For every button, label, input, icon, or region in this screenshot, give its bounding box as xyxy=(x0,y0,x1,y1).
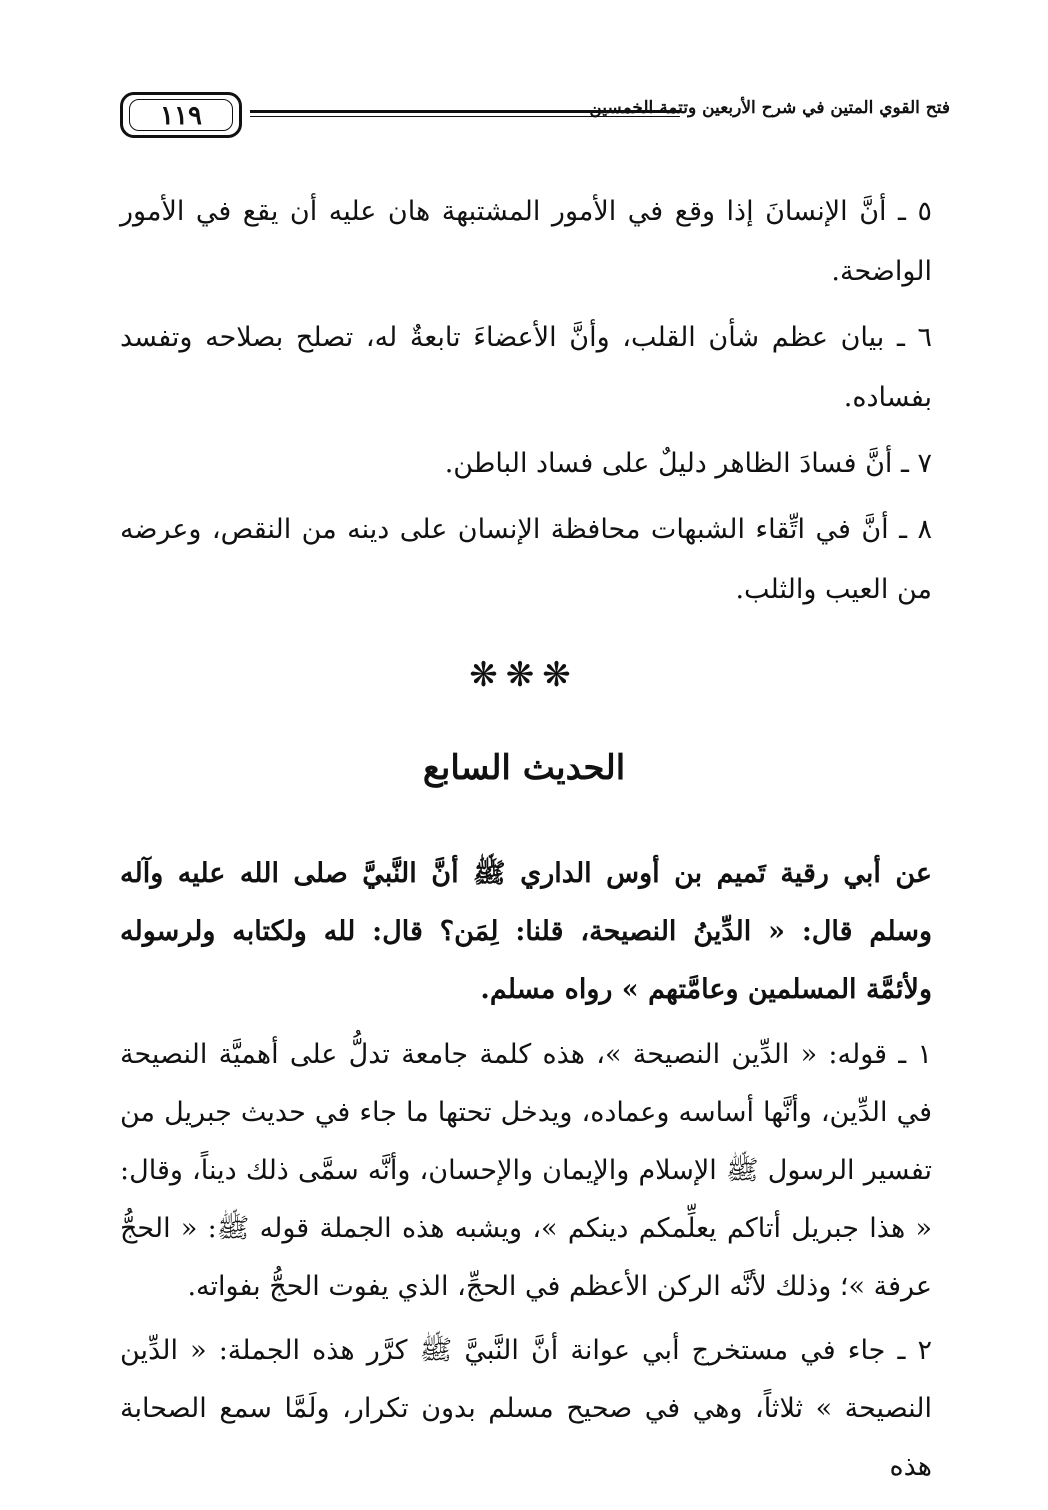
section-divider-ornament: ❋❋❋ xyxy=(469,655,579,695)
list-top xyxy=(120,182,932,620)
page-number: ١١٩ xyxy=(160,101,202,131)
section-title: الحديث السابع xyxy=(422,748,626,788)
page-number-badge xyxy=(120,92,242,138)
commentary xyxy=(120,1026,932,1496)
list-item-5: ٥ ـ أنَّ الإنسانَ إذا وقع في الأمور المشتبهة هان عليه أن يقع في الأمور الواضحة. xyxy=(120,196,932,287)
page-header xyxy=(120,92,950,152)
hadith-text xyxy=(120,845,932,1019)
list-item-6: ٦ ـ بيان عظم شأن القلب، وأنَّ الأعضاءَ تابعةٌ له، تصلح بصلاحه وتفسد بفساده. xyxy=(120,322,932,413)
commentary-item-1: ١ ـ قوله: « الدِّين النصيحة »، هذه كلمة جامعة تدلُّ على أهميَّة النصيحة في الدِّين، وأنَّها أساسه وعماده، ويدخل تحتها ما جاء في حديث جبريل من تفسير الرسول ﷺ الإسلام والإيمان والإحسان، وأنَّه سمَّى ذلك ديناً، وقال: « هذا جبريل أتاكم يعلِّمكم دينكم »، ويشبه هذه الجملة قوله ﷺ: « الحجُّ عرفة »؛ وذلك لأنَّه الركن الأعظم في الحجِّ، الذي يفوت الحجُّ بفواته. xyxy=(120,1039,932,1302)
list-item-7: ٧ ـ أنَّ فسادَ الظاهر دليلٌ على فساد الباطن. xyxy=(444,448,932,479)
list-item-8: ٨ ـ أنَّ في اتِّقاء الشبهات محافظة الإنسان على دينه من النقص، وعرضه من العيب والثلب. xyxy=(120,514,932,605)
commentary-item-2: ٢ ـ جاء في مستخرج أبي عوانة أنَّ النَّبيَّ ﷺ كرَّر هذه الجملة: « الدِّين النصيحة » ثلاثاً، وهي في صحيح مسلم بدون تكرار، ولَمَّا سمع الصحابة هذه xyxy=(120,1335,932,1482)
hadith-paragraph: عن أبي رقية تَميم بن أوس الداري ﷺ أنَّ النَّبيَّ صلى الله عليه وآله وسلم قال: « الدِّينُ النصيحة، قلنا: لِمَن؟ قال: لله ولكتابه ولرسوله ولأئمَّة المسلمين وعامَّتهم » رواه مسلم. xyxy=(120,858,932,1005)
running-title: فتح القوي المتين في شرح الأربعين وتتمة الخمسين xyxy=(589,98,950,118)
